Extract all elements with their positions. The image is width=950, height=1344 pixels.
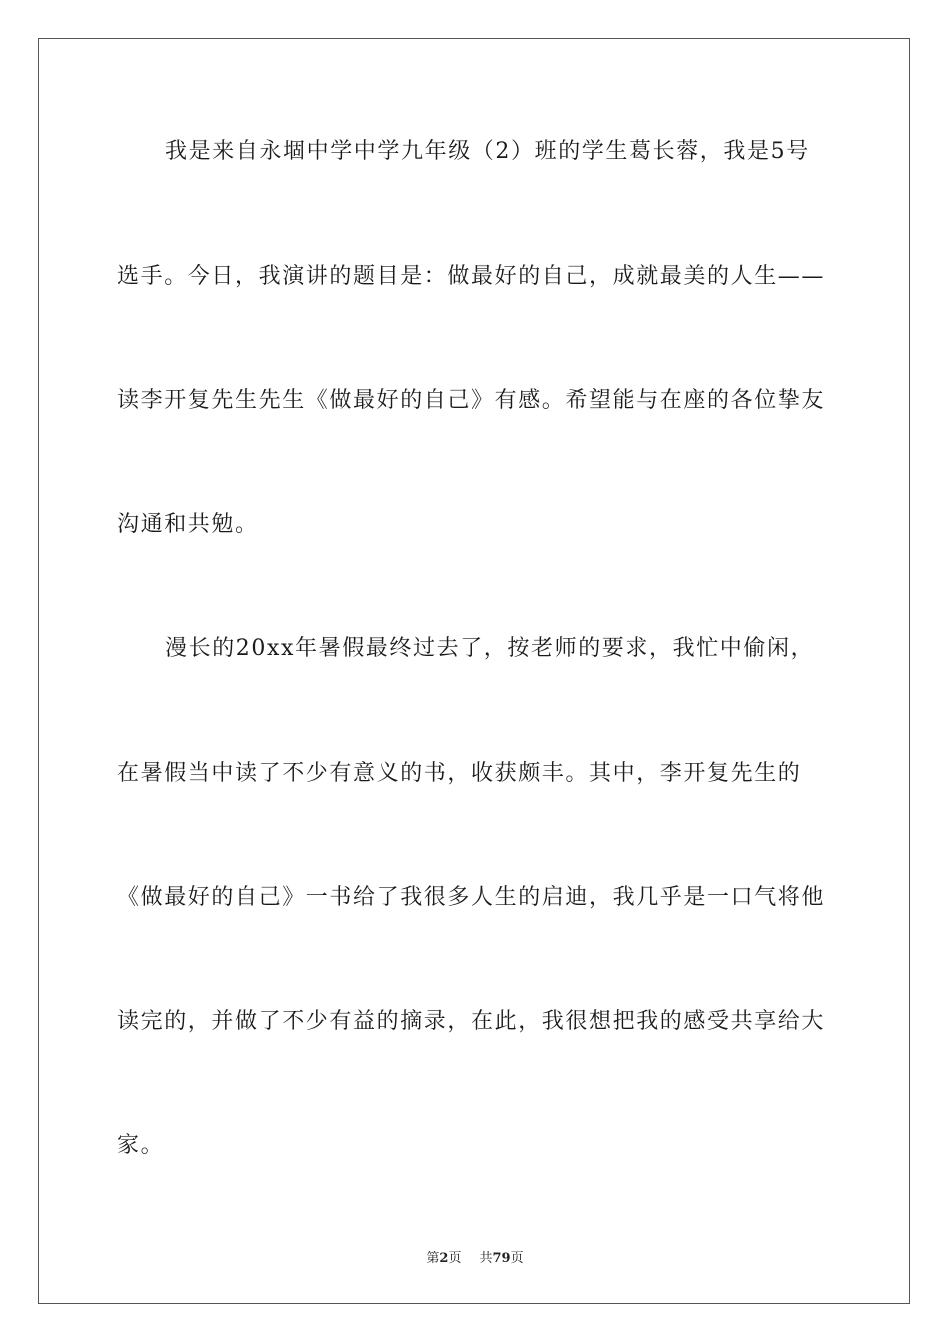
footer-page-suffix: 页 — [448, 1251, 462, 1266]
footer-total-prefix: 共 — [479, 1251, 493, 1266]
footer-page-prefix: 第 — [426, 1251, 440, 1266]
paragraph-2-line-5: 家。 — [117, 1133, 165, 1158]
footer-page-number: 2 — [439, 1251, 449, 1266]
paragraph-1-line-4: 沟通和共勉。 — [117, 512, 259, 537]
paragraph-1-line-1: 我是来自永堌中学中学九年级（2）班的学生葛长蓉，我是5号 — [165, 139, 810, 164]
paragraph-2-line-2: 在暑假当中读了不少有意义的书，收获颇丰。其中，李开复先生的 — [117, 761, 802, 786]
page-border — [38, 38, 910, 1304]
footer-total-number: 79 — [492, 1251, 511, 1266]
paragraph-2-line-4: 读完的，并做了不少有益的摘录，在此，我很想把我的感受共享给大 — [117, 1009, 826, 1034]
paragraph-1-line-2: 选手。今日，我演讲的题目是：做最好的自己，成就最美的人生—— — [117, 264, 826, 289]
paragraph-2-line-1: 漫长的20xx年暑假最终过去了，按老师的要求，我忙中偷闲， — [165, 636, 815, 661]
page-footer — [0, 1247, 950, 1266]
footer-total-suffix: 页 — [510, 1251, 524, 1266]
paragraph-1-line-3: 读李开复先生先生《做最好的自己》有感。希望能与在座的各位挚友 — [117, 388, 826, 413]
paragraph-2-line-3: 《做最好的自己》一书给了我很多人生的启迪，我几乎是一口气将他 — [117, 885, 826, 910]
